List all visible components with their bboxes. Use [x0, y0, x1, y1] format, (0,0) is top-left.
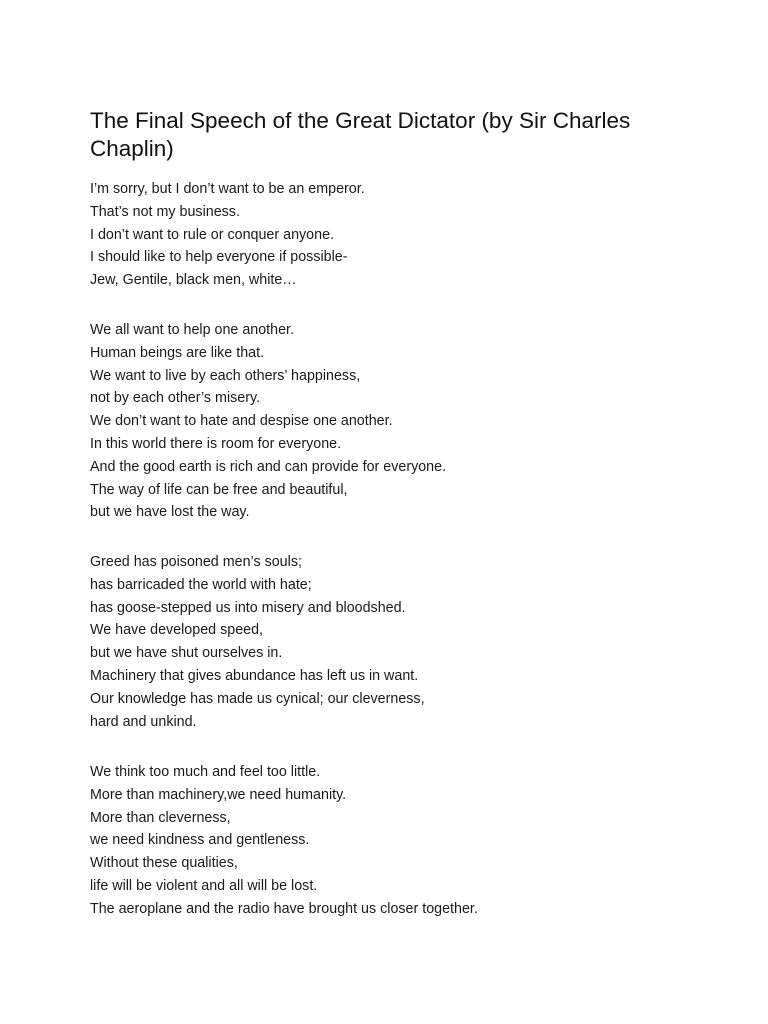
text-line: but we have lost the way. [90, 504, 250, 521]
text-line: More than machinery,we need humanity. [90, 786, 347, 803]
text-line: I should like to help everyone if possible- [90, 249, 348, 266]
text-line: Human beings are like that. [90, 344, 265, 361]
stanza-2 [90, 319, 446, 524]
text-line: I don’t want to rule or conquer anyone. [90, 226, 334, 243]
text-line: not by each other’s misery. [90, 390, 261, 407]
text-line: Our knowledge has made us cynical; our cleverness, [90, 690, 425, 707]
text-line: That’s not my business. [90, 203, 240, 220]
text-line: We think too much and feel too little. [90, 764, 321, 780]
text-line: More than cleverness, [90, 809, 231, 826]
text-line: Without these qualities, [90, 855, 238, 872]
text-line: The way of life can be free and beautiful, [90, 481, 348, 498]
text-line: hard and unkind. [90, 713, 197, 730]
text-line: We all want to help one another. [90, 322, 295, 338]
stanza-4 [90, 761, 478, 921]
text-line: has barricaded the world with hate; [90, 576, 312, 593]
text-line: The aeroplane and the radio have brought us closer together. [90, 900, 478, 917]
text-line: life will be violent and all will be lost. [90, 877, 318, 894]
text-line: but we have shut ourselves in. [90, 645, 283, 662]
document-title: The Final Speech of the Great Dictator (by Sir Charles Chaplin) [90, 108, 631, 161]
text-line: I’m sorry, but I don’t want to be an emperor. [90, 181, 365, 197]
text-line: In this world there is room for everyone. [90, 435, 342, 452]
text-line: We have developed speed, [90, 622, 264, 639]
text-line: We don’t want to hate and despise one another. [90, 413, 393, 430]
stanza-3 [90, 551, 425, 733]
text-line: Machinery that gives abundance has left us in want. [90, 667, 419, 684]
stanza-1 [90, 178, 365, 292]
text-line: Greed has poisoned men’s souls; [90, 554, 302, 570]
text-line: Jew, Gentile, black men, white… [90, 272, 297, 289]
text-line: has goose-stepped us into misery and bloodshed. [90, 599, 406, 616]
text-line: And the good earth is rich and can provide for everyone. [90, 458, 447, 475]
text-line: We want to live by each others’ happiness, [90, 367, 361, 384]
text-line: we need kindness and gentleness. [90, 832, 310, 849]
